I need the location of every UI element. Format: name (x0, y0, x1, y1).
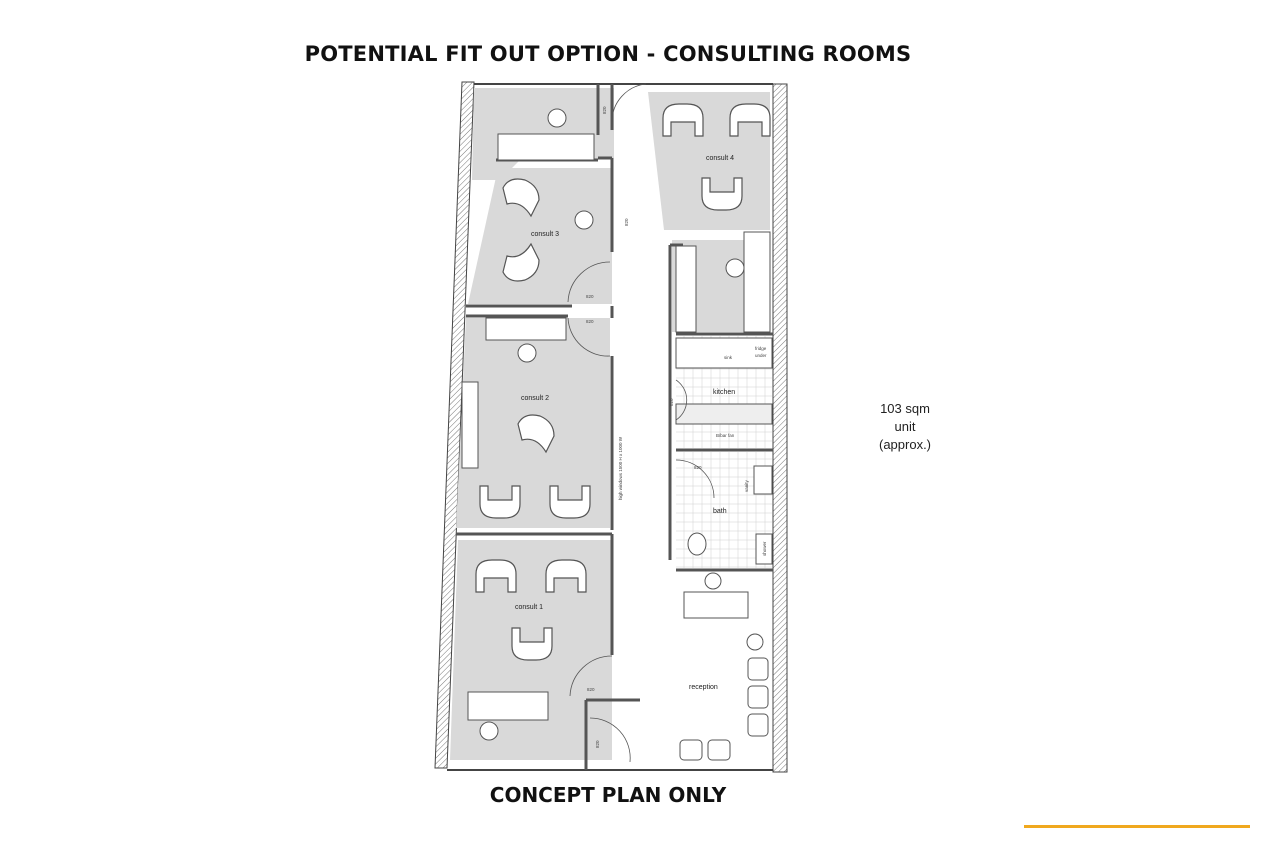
area-note-size: 103 sqm (880, 401, 930, 416)
area-note-approx: (approx.) (878, 437, 932, 452)
svg-text:820: 820 (602, 106, 607, 114)
fixture-vanity: vanity (744, 480, 749, 492)
svg-text:820: 820 (595, 740, 600, 748)
svg-text:820: 820 (694, 465, 702, 470)
area-note (860, 400, 950, 454)
accent-line (1024, 825, 1250, 828)
svg-text:820: 820 (669, 398, 674, 406)
area-note-unit: unit (894, 419, 916, 434)
svg-text:820: 820 (587, 687, 595, 692)
fixture-under: under (755, 353, 767, 358)
fixture-fridge: fridge (755, 346, 767, 351)
fixture-sink: sink (724, 355, 733, 360)
room-label-consult4: consult 4 (706, 155, 735, 162)
room-label-consult3: consult 3 (531, 231, 560, 238)
room-label-kitchen: kitchen (713, 389, 736, 396)
room-label-consult2: consult 2 (521, 395, 550, 402)
svg-text:820: 820 (586, 294, 594, 299)
concept-footer: CONCEPT PLAN ONLY (489, 783, 727, 807)
east-wall (773, 84, 787, 772)
fixture-high-windows: high windows 1500 H x 1000 W (618, 436, 623, 500)
room-label-consult1: consult 1 (515, 604, 544, 611)
room-label-bath: bath (713, 508, 727, 515)
fixture-shower: shower (762, 541, 767, 556)
waiting-chairs (680, 658, 768, 760)
svg-text:820: 820 (624, 218, 629, 226)
plan-title: POTENTIAL FIT OUT OPTION - CONSULTING ROOMS (304, 42, 912, 66)
fixture-bar-fridge: B/bar fan (716, 433, 735, 438)
room-label-reception: reception (689, 684, 718, 691)
svg-text:820: 820 (586, 319, 594, 324)
